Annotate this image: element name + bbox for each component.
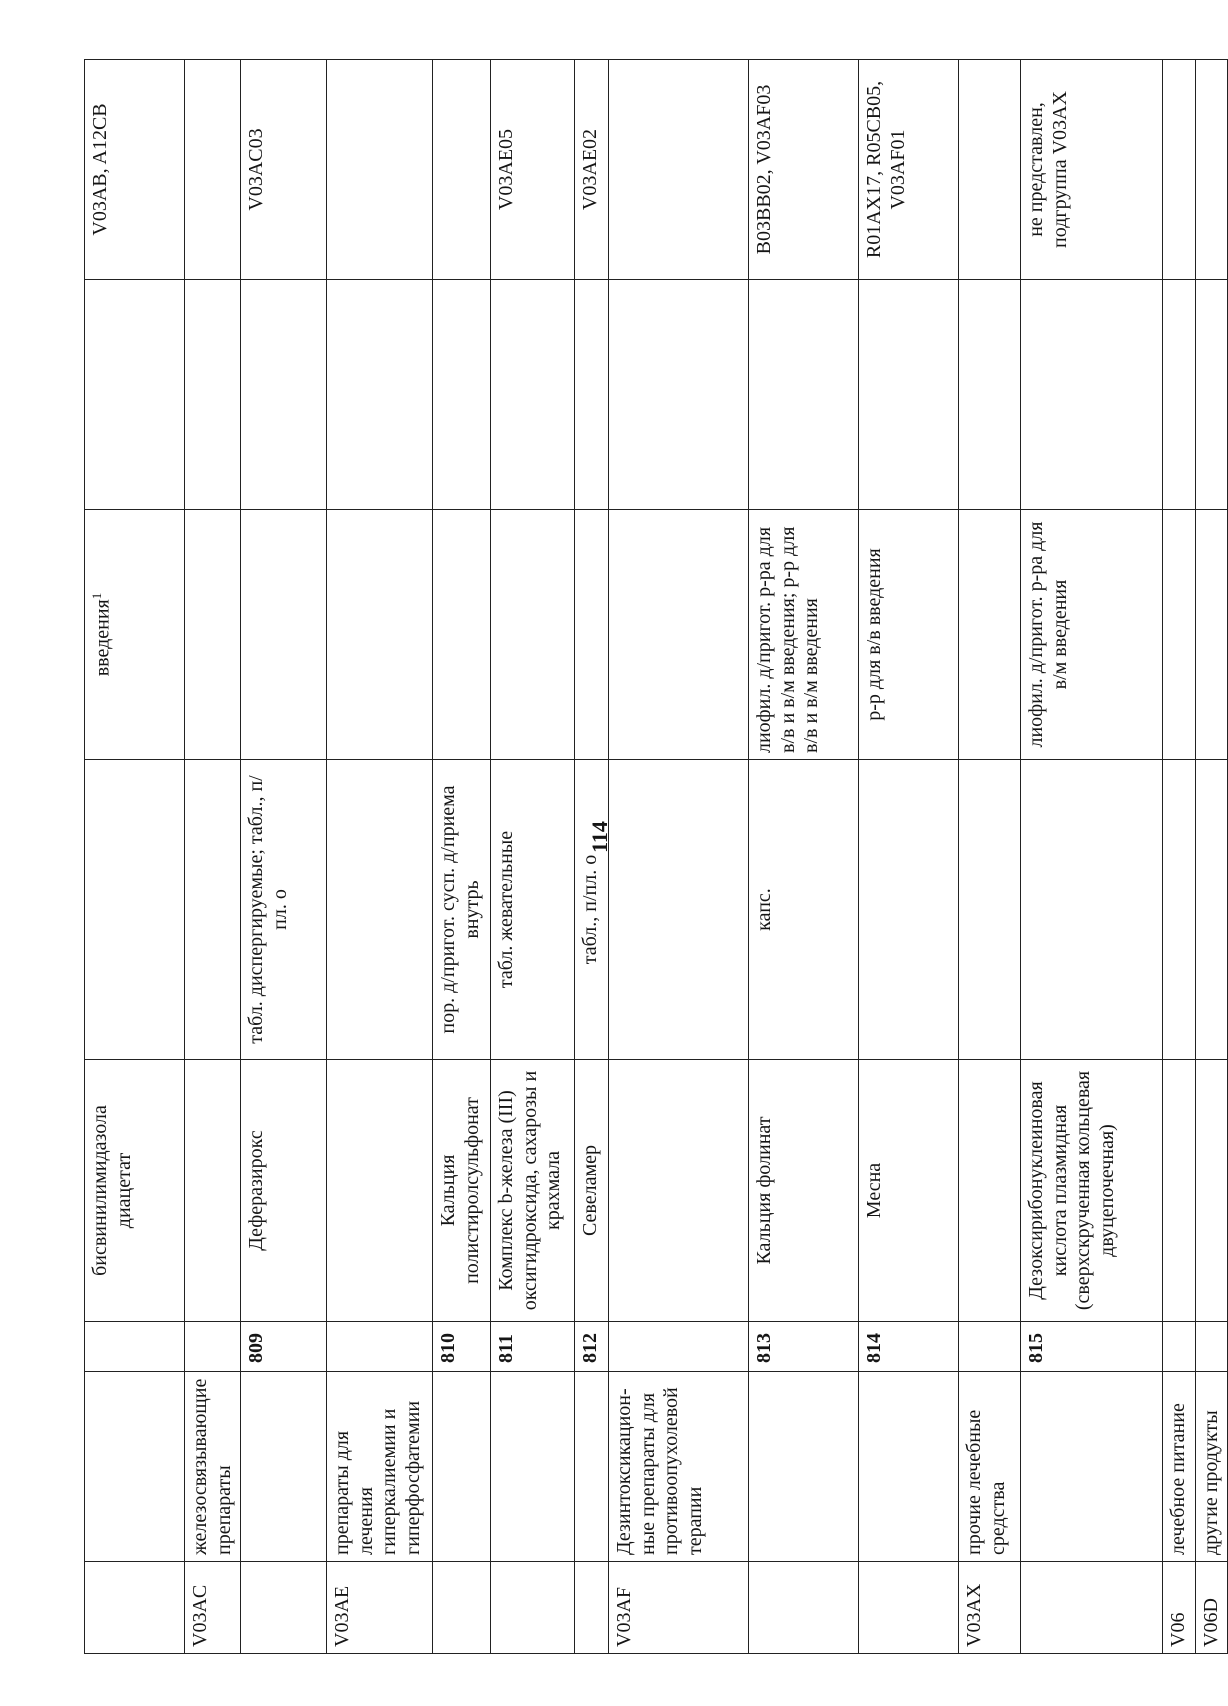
header-cell-ddd [85,280,185,510]
table-row [749,60,859,1654]
cell-ddd [433,280,491,510]
cell-code: V03AC [185,1562,241,1654]
cell-atc: R01AX17, R05CB05, V03AF01 [859,60,959,280]
cell-group [749,1372,859,1562]
cell-code: V03AE [327,1562,433,1654]
cell-name [1163,1060,1196,1322]
cell-num [1163,1322,1196,1372]
cell-name: Деферазирокс [241,1060,327,1322]
cell-atc [327,60,433,280]
cell-atc: не представлен, подгруппа V03AX [1021,60,1163,280]
cell-ddd [185,280,241,510]
cell-code [575,1562,609,1654]
drug-table [84,59,1228,1654]
table-row [327,60,433,1654]
table-row [241,60,327,1654]
table-body [85,60,1228,1654]
header-cell-num [85,1322,185,1372]
header-cell-form2 [85,510,185,760]
cell-ddd [859,280,959,510]
cell-form1 [859,760,959,1060]
cell-group: лечебное питание [1163,1372,1196,1562]
cell-form1: табл. диспергируемые; табл., п/пл. о [241,760,327,1060]
cell-form1: табл., п/пл. о [575,760,609,1060]
cell-group [859,1372,959,1562]
cell-form1: табл. жевательные [491,760,575,1060]
cell-name: Кальция полистиролсульфонат [433,1060,491,1322]
cell-form2 [327,510,433,760]
cell-num: 810 [433,1322,491,1372]
cell-atc [1195,60,1228,280]
cell-num [959,1322,1021,1372]
table-row [609,60,749,1654]
cell-code: V03AF [609,1562,749,1654]
cell-num: 811 [491,1322,575,1372]
cell-form1: пор. д/пригот. сусп. д/приема внутрь [433,760,491,1060]
table-row [1195,60,1228,1654]
header-cell-group [85,1372,185,1562]
cell-name: Дезоксирибонуклеиновая кислота плазмидная (сверхскрученная кольцевая двуцепочечная) [1021,1060,1163,1322]
cell-atc: V03AC03 [241,60,327,280]
cell-group [1021,1372,1163,1562]
table-row [185,60,241,1654]
cell-form1 [185,760,241,1060]
cell-num [609,1322,749,1372]
cell-form2 [491,510,575,760]
table-row [959,60,1021,1654]
cell-form2: р-р для в/в введения [859,510,959,760]
cell-atc: V03AE02 [575,60,609,280]
cell-group: железосвязывающие препараты [185,1372,241,1562]
cell-ddd [609,280,749,510]
header-form2-text: введения [91,599,114,677]
cell-form1 [1195,760,1228,1060]
table-row [433,60,491,1654]
cell-form1 [1163,760,1196,1060]
cell-atc [959,60,1021,280]
cell-ddd [749,280,859,510]
cell-ddd [1021,280,1163,510]
cell-atc: B03BB02, V03AF03 [749,60,859,280]
cell-code [433,1562,491,1654]
cell-form1 [327,760,433,1060]
cell-form1 [959,760,1021,1060]
cell-num [327,1322,433,1372]
cell-num [185,1322,241,1372]
cell-name: Севеламер [575,1060,609,1322]
cell-form2: лиофил. д/пригот. р-ра для в/в и в/м введения; р-р для в/в и в/м введения [749,510,859,760]
table-row [1021,60,1163,1654]
cell-code [241,1562,327,1654]
table-row [1163,60,1196,1654]
cell-ddd [491,280,575,510]
header-cell-name: бисвинилимидазола диацетат [85,1060,185,1322]
cell-atc [1163,60,1196,280]
cell-group: прочие лечебные средства [959,1372,1021,1562]
cell-name [185,1060,241,1322]
cell-atc [609,60,749,280]
cell-code [1021,1562,1163,1654]
cell-form2 [241,510,327,760]
cell-atc [433,60,491,280]
header-cell-code [85,1562,185,1654]
cell-ddd [575,280,609,510]
cell-form1: капс. [749,760,859,1060]
cell-num [1195,1322,1228,1372]
cell-ddd [1195,280,1228,510]
cell-ddd [241,280,327,510]
cell-num: 814 [859,1322,959,1372]
cell-ddd [327,280,433,510]
cell-num: 809 [241,1322,327,1372]
cell-form2 [609,510,749,760]
cell-code: V06 [1163,1562,1196,1654]
cell-form2 [185,510,241,760]
cell-name: Комплекс b-железа (III) оксигидроксида, сахарозы и крахмала [491,1060,575,1322]
cell-group [575,1372,609,1562]
cell-ddd [1163,280,1196,510]
cell-form2 [433,510,491,760]
cell-form1 [1021,760,1163,1060]
cell-code: V06D [1195,1562,1228,1654]
cell-num: 815 [1021,1322,1163,1372]
cell-name [327,1060,433,1322]
cell-group [491,1372,575,1562]
cell-code [859,1562,959,1654]
cell-name [609,1060,749,1322]
cell-group: другие продукты [1195,1372,1228,1562]
rotated-table-frame [84,60,1222,1654]
cell-name: Кальция фолинат [749,1060,859,1322]
table-row [859,60,959,1654]
cell-form2 [1163,510,1196,760]
page-number: 114 [587,821,612,853]
cell-num: 813 [749,1322,859,1372]
header-cell-form1 [85,760,185,1060]
cell-atc: V03AE05 [491,60,575,280]
cell-code [749,1562,859,1654]
cell-code: V03AX [959,1562,1021,1654]
cell-group: препараты для лечения гиперкалиемии и гиперфосфатемии [327,1372,433,1562]
drug-table-container [84,60,1222,1654]
cell-form2 [575,510,609,760]
cell-num: 812 [575,1322,609,1372]
cell-form2 [959,510,1021,760]
table-row [491,60,575,1654]
footnote-marker: 1 [89,592,104,600]
cell-form2: лиофил. д/пригот. р-ра для в/м введения [1021,510,1163,760]
cell-name [1195,1060,1228,1322]
table-header-row [85,60,185,1654]
cell-group [433,1372,491,1562]
cell-name [959,1060,1021,1322]
cell-ddd [959,280,1021,510]
header-cell-atc: V03AB, A12CB [85,60,185,280]
cell-form2 [1195,510,1228,760]
cell-group: Дезинтоксикацион-ные препараты для противоопухолевой терапии [609,1372,749,1562]
cell-atc [185,60,241,280]
table-row [575,60,609,1654]
cell-form1 [609,760,749,1060]
cell-name: Месна [859,1060,959,1322]
cell-code [491,1562,575,1654]
cell-group [241,1372,327,1562]
